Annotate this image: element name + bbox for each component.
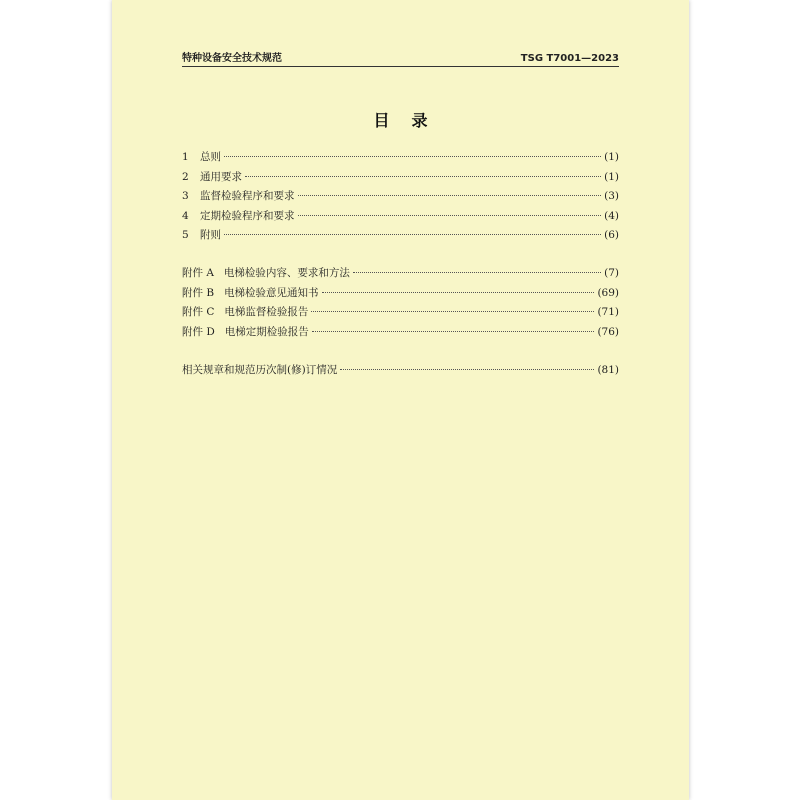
dot-leader: [298, 195, 602, 196]
toc-appendix-entry[interactable]: [182, 324, 619, 344]
dot-leader: [298, 215, 602, 216]
toc-entry-page: (71): [597, 306, 619, 318]
header-series-title: 特种设备安全技术规范: [182, 53, 282, 64]
toc-entry-label: 电梯监督检验报告: [224, 306, 309, 318]
toc-entry-page: (76): [597, 325, 619, 338]
toc-entry-label: 通用要求: [200, 170, 242, 183]
dot-leader: [322, 292, 595, 293]
toc-entry[interactable]: [182, 188, 619, 208]
toc-entry-label: 相关规章和规范历次制(修)订情况: [182, 364, 338, 376]
toc-entry-page: (6): [604, 229, 619, 241]
dot-leader: [340, 369, 594, 370]
toc-chapters: [182, 149, 619, 247]
toc-entry-number: 3: [182, 190, 189, 202]
toc-entry-label: 总则: [200, 151, 221, 163]
dot-leader: [353, 272, 601, 273]
toc-entry-number: 2: [182, 170, 189, 183]
toc-appendix-prefix: 附件 C: [182, 306, 215, 318]
dot-leader: [224, 234, 601, 235]
toc-appendix-entry[interactable]: [182, 304, 619, 324]
toc-appendices: [182, 265, 619, 343]
toc-entry-page: (1): [604, 170, 619, 183]
toc-entry-page: (81): [597, 364, 619, 376]
dot-leader: [224, 156, 601, 157]
toc-entry-label: 电梯检验内容、要求和方法: [223, 267, 350, 279]
document-page: [112, 0, 689, 800]
toc-entry-label: 电梯定期检验报告: [224, 325, 309, 338]
toc-appendix-entry[interactable]: [182, 285, 619, 305]
toc-history-entry[interactable]: [182, 362, 619, 382]
toc-appendix-prefix: 附件 B: [182, 286, 215, 299]
toc-entry-page: (1): [604, 151, 619, 163]
dot-leader: [312, 331, 595, 332]
toc-entry-label: 附则: [200, 229, 221, 241]
toc-entry[interactable]: [182, 149, 619, 169]
page-title: 目录: [373, 111, 450, 130]
toc-history: [182, 362, 619, 382]
dot-leader: [311, 311, 594, 312]
toc-entry[interactable]: [182, 208, 619, 228]
toc-entry-number: 5: [182, 229, 189, 241]
toc-entry-number: 4: [182, 209, 189, 222]
toc-entry-label: 监督检验程序和要求: [200, 190, 295, 202]
toc-entry-page: (4): [604, 209, 619, 222]
toc-entry-number: 1: [182, 151, 189, 163]
toc-entry-page: (69): [597, 286, 619, 299]
header-standard-number: TSG T7001—2023: [520, 53, 619, 64]
toc-entry-page: (3): [604, 190, 619, 202]
dot-leader: [245, 176, 601, 177]
toc-entry-page: (7): [604, 267, 619, 279]
toc-appendix-prefix: 附件 D: [182, 325, 215, 338]
toc-appendix-entry[interactable]: [182, 265, 619, 285]
toc-entry[interactable]: [182, 169, 619, 189]
toc-appendix-prefix: 附件 A: [182, 267, 214, 279]
running-header: [182, 49, 619, 67]
toc-entry-label: 定期检验程序和要求: [200, 209, 295, 222]
toc-entry-label: 电梯检验意见通知书: [224, 286, 319, 299]
toc-entry[interactable]: [182, 227, 619, 247]
